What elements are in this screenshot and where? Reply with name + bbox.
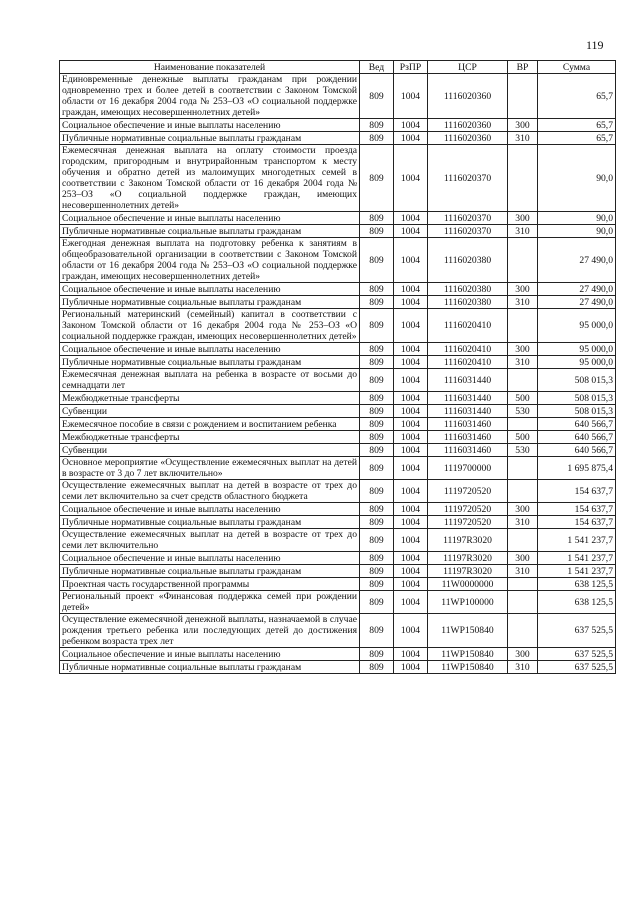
cell-rzpr: 1004	[394, 648, 428, 661]
cell-sum: 154 637,7	[538, 516, 616, 529]
cell-rzpr: 1004	[394, 309, 428, 343]
cell-vr: 530	[508, 405, 538, 418]
cell-name: Субвенции	[60, 405, 360, 418]
cell-csr: 11W0000000	[428, 578, 508, 591]
cell-sum: 508 015,3	[538, 392, 616, 405]
cell-rzpr: 1004	[394, 578, 428, 591]
col-header-rzpr: РзПР	[394, 61, 428, 74]
cell-vr: 300	[508, 343, 538, 356]
cell-csr: 1116020380	[428, 283, 508, 296]
cell-rzpr: 1004	[394, 343, 428, 356]
cell-sum: 27 490,0	[538, 238, 616, 283]
cell-rzpr: 1004	[394, 369, 428, 392]
table-row	[60, 431, 616, 444]
table-row	[60, 392, 616, 405]
cell-vr	[508, 74, 538, 119]
table-row	[60, 614, 616, 648]
cell-name: Основное мероприятие «Осуществление ежемесячных выплат на детей в возрасте от 3 до 7 лет включительно»	[60, 457, 360, 480]
cell-vr	[508, 145, 538, 212]
table-row	[60, 565, 616, 578]
cell-ved: 809	[360, 516, 394, 529]
cell-vr: 300	[508, 119, 538, 132]
table-row	[60, 145, 616, 212]
cell-name: Ежемесячное пособие в связи с рождением и воспитанием ребенка	[60, 418, 360, 431]
cell-rzpr: 1004	[394, 529, 428, 552]
cell-csr: 11WP150840	[428, 648, 508, 661]
cell-csr: 1116020360	[428, 119, 508, 132]
cell-sum: 65,7	[538, 74, 616, 119]
cell-vr: 310	[508, 225, 538, 238]
cell-sum: 637 525,5	[538, 661, 616, 674]
cell-ved: 809	[360, 444, 394, 457]
cell-vr	[508, 480, 538, 503]
col-header-sum: Сумма	[538, 61, 616, 74]
cell-csr: 11WP150840	[428, 614, 508, 648]
cell-ved: 809	[360, 578, 394, 591]
table-body	[60, 74, 616, 674]
cell-sum: 1 695 875,4	[538, 457, 616, 480]
cell-name: Публичные нормативные социальные выплаты гражданам	[60, 356, 360, 369]
table-row	[60, 369, 616, 392]
cell-csr: 11WP150840	[428, 661, 508, 674]
budget-table	[59, 60, 616, 674]
cell-sum: 27 490,0	[538, 296, 616, 309]
cell-sum: 95 000,0	[538, 343, 616, 356]
table-row	[60, 283, 616, 296]
cell-sum: 95 000,0	[538, 356, 616, 369]
cell-name: Межбюджетные трансферты	[60, 392, 360, 405]
cell-vr: 310	[508, 516, 538, 529]
table-row	[60, 418, 616, 431]
cell-csr: 11WP100000	[428, 591, 508, 614]
cell-sum: 154 637,7	[538, 503, 616, 516]
cell-vr: 300	[508, 552, 538, 565]
cell-rzpr: 1004	[394, 238, 428, 283]
cell-ved: 809	[360, 309, 394, 343]
cell-csr: 1119720520	[428, 516, 508, 529]
cell-vr	[508, 238, 538, 283]
cell-ved: 809	[360, 503, 394, 516]
cell-ved: 809	[360, 648, 394, 661]
cell-name: Субвенции	[60, 444, 360, 457]
cell-csr: 1116031440	[428, 369, 508, 392]
cell-rzpr: 1004	[394, 283, 428, 296]
cell-vr: 300	[508, 503, 538, 516]
cell-rzpr: 1004	[394, 132, 428, 145]
cell-vr	[508, 591, 538, 614]
cell-rzpr: 1004	[394, 457, 428, 480]
cell-rzpr: 1004	[394, 552, 428, 565]
table-row	[60, 405, 616, 418]
cell-ved: 809	[360, 529, 394, 552]
cell-vr	[508, 614, 538, 648]
cell-name: Единовременные денежные выплаты гражданам при рождении одновременно трех и более детей в соответствии с Законом Томской области от 16 декабря 2004 года № 253–ОЗ «О социальной поддержке граждан, имеющих несовершеннолетних детей»	[60, 74, 360, 119]
cell-name: Публичные нормативные социальные выплаты гражданам	[60, 565, 360, 578]
cell-rzpr: 1004	[394, 392, 428, 405]
cell-ved: 809	[360, 238, 394, 283]
cell-rzpr: 1004	[394, 503, 428, 516]
cell-ved: 809	[360, 565, 394, 578]
cell-sum: 637 525,5	[538, 648, 616, 661]
cell-sum: 90,0	[538, 212, 616, 225]
table-row	[60, 225, 616, 238]
cell-ved: 809	[360, 418, 394, 431]
cell-vr: 310	[508, 356, 538, 369]
cell-csr: 11197R3020	[428, 565, 508, 578]
cell-csr: 1116020410	[428, 309, 508, 343]
cell-name: Проектная часть государственной программы	[60, 578, 360, 591]
cell-ved: 809	[360, 369, 394, 392]
table-row	[60, 661, 616, 674]
cell-csr: 1116031460	[428, 431, 508, 444]
cell-csr: 1116020380	[428, 296, 508, 309]
cell-rzpr: 1004	[394, 296, 428, 309]
cell-vr	[508, 418, 538, 431]
table-row	[60, 552, 616, 565]
cell-name: Социальное обеспечение и иные выплаты населению	[60, 648, 360, 661]
cell-csr: 1119720520	[428, 503, 508, 516]
cell-sum: 640 566,7	[538, 431, 616, 444]
cell-name: Публичные нормативные социальные выплаты гражданам	[60, 132, 360, 145]
table-row	[60, 309, 616, 343]
table-row	[60, 591, 616, 614]
cell-sum: 638 125,5	[538, 591, 616, 614]
cell-vr: 300	[508, 648, 538, 661]
cell-csr: 11197R3020	[428, 552, 508, 565]
cell-sum: 638 125,5	[538, 578, 616, 591]
cell-name: Публичные нормативные социальные выплаты гражданам	[60, 296, 360, 309]
cell-vr	[508, 578, 538, 591]
cell-csr: 1116020410	[428, 343, 508, 356]
cell-name: Осуществление ежемесячных выплат на детей в возрасте от трех до семи лет включительно	[60, 529, 360, 552]
cell-vr: 310	[508, 132, 538, 145]
cell-name: Социальное обеспечение и иные выплаты населению	[60, 212, 360, 225]
cell-name: Социальное обеспечение и иные выплаты населению	[60, 119, 360, 132]
cell-rzpr: 1004	[394, 405, 428, 418]
cell-ved: 809	[360, 74, 394, 119]
table-row	[60, 480, 616, 503]
cell-sum: 95 000,0	[538, 309, 616, 343]
cell-sum: 508 015,3	[538, 369, 616, 392]
cell-csr: 1116031460	[428, 444, 508, 457]
cell-name: Социальное обеспечение и иные выплаты населению	[60, 343, 360, 356]
cell-name: Социальное обеспечение и иные выплаты населению	[60, 552, 360, 565]
cell-csr: 1119700000	[428, 457, 508, 480]
cell-name: Социальное обеспечение и иные выплаты населению	[60, 503, 360, 516]
cell-sum: 154 637,7	[538, 480, 616, 503]
table-row	[60, 578, 616, 591]
cell-vr	[508, 529, 538, 552]
table-row	[60, 444, 616, 457]
cell-csr: 1116020380	[428, 238, 508, 283]
table-row	[60, 356, 616, 369]
cell-ved: 809	[360, 480, 394, 503]
cell-vr: 310	[508, 296, 538, 309]
col-header-name: Наименование показателей	[60, 61, 360, 74]
cell-ved: 809	[360, 392, 394, 405]
cell-rzpr: 1004	[394, 591, 428, 614]
cell-sum: 640 566,7	[538, 418, 616, 431]
cell-ved: 809	[360, 552, 394, 565]
cell-rzpr: 1004	[394, 356, 428, 369]
cell-vr: 300	[508, 283, 538, 296]
table-row	[60, 503, 616, 516]
cell-csr: 1116020370	[428, 225, 508, 238]
cell-rzpr: 1004	[394, 418, 428, 431]
cell-csr: 11197R3020	[428, 529, 508, 552]
cell-vr: 310	[508, 565, 538, 578]
cell-rzpr: 1004	[394, 516, 428, 529]
cell-vr	[508, 309, 538, 343]
cell-name: Публичные нормативные социальные выплаты гражданам	[60, 225, 360, 238]
table-row	[60, 296, 616, 309]
cell-sum: 65,7	[538, 119, 616, 132]
cell-vr	[508, 457, 538, 480]
cell-rzpr: 1004	[394, 119, 428, 132]
table-row	[60, 343, 616, 356]
cell-ved: 809	[360, 212, 394, 225]
cell-ved: 809	[360, 132, 394, 145]
cell-vr	[508, 369, 538, 392]
cell-rzpr: 1004	[394, 614, 428, 648]
cell-ved: 809	[360, 296, 394, 309]
cell-csr: 1116020360	[428, 74, 508, 119]
cell-csr: 1116020370	[428, 145, 508, 212]
cell-vr: 500	[508, 431, 538, 444]
cell-ved: 809	[360, 591, 394, 614]
cell-csr: 1116031440	[428, 405, 508, 418]
cell-rzpr: 1004	[394, 431, 428, 444]
cell-csr: 1119720520	[428, 480, 508, 503]
cell-ved: 809	[360, 614, 394, 648]
cell-rzpr: 1004	[394, 74, 428, 119]
cell-rzpr: 1004	[394, 444, 428, 457]
col-header-vr: ВР	[508, 61, 538, 74]
cell-name: Публичные нормативные социальные выплаты гражданам	[60, 516, 360, 529]
cell-vr: 300	[508, 212, 538, 225]
col-header-csr: ЦСР	[428, 61, 508, 74]
cell-rzpr: 1004	[394, 565, 428, 578]
cell-ved: 809	[360, 431, 394, 444]
cell-sum: 65,7	[538, 132, 616, 145]
cell-ved: 809	[360, 225, 394, 238]
cell-ved: 809	[360, 356, 394, 369]
cell-ved: 809	[360, 343, 394, 356]
cell-name: Публичные нормативные социальные выплаты гражданам	[60, 661, 360, 674]
table-row	[60, 74, 616, 119]
cell-csr: 1116020370	[428, 212, 508, 225]
cell-rzpr: 1004	[394, 212, 428, 225]
cell-rzpr: 1004	[394, 145, 428, 212]
cell-rzpr: 1004	[394, 661, 428, 674]
col-header-ved: Вед	[360, 61, 394, 74]
table-row	[60, 529, 616, 552]
table-row	[60, 648, 616, 661]
cell-sum: 1 541 237,7	[538, 565, 616, 578]
table-row	[60, 212, 616, 225]
cell-sum: 27 490,0	[538, 283, 616, 296]
cell-sum: 90,0	[538, 145, 616, 212]
table-row	[60, 516, 616, 529]
cell-vr: 530	[508, 444, 538, 457]
cell-name: Ежемесячная денежная выплата на ребенка в возрасте от восьми до семнадцати лет	[60, 369, 360, 392]
cell-ved: 809	[360, 457, 394, 480]
cell-sum: 637 525,5	[538, 614, 616, 648]
cell-sum: 1 541 237,7	[538, 552, 616, 565]
cell-sum: 640 566,7	[538, 444, 616, 457]
cell-csr: 1116020410	[428, 356, 508, 369]
cell-csr: 1116031460	[428, 418, 508, 431]
table-row	[60, 119, 616, 132]
cell-name: Региональный материнский (семейный) капитал в соответствии с Законом Томской области от 16 декабря 2004 года № 253–ОЗ «О социальной поддержке граждан, имеющих несовершеннолетних детей»	[60, 309, 360, 343]
cell-vr: 310	[508, 661, 538, 674]
cell-csr: 1116031440	[428, 392, 508, 405]
cell-sum: 90,0	[538, 225, 616, 238]
cell-vr: 500	[508, 392, 538, 405]
cell-sum: 1 541 237,7	[538, 529, 616, 552]
cell-rzpr: 1004	[394, 480, 428, 503]
cell-name: Социальное обеспечение и иные выплаты населению	[60, 283, 360, 296]
cell-name: Ежемесячная денежная выплата на оплату стоимости проезда городским, пригородным и внутрирайонным транспортом к месту обучения и обратно детей из малоимущих многодетных семей в соответствии с Законом Томской области от 16 декабря 2004 года № 253–ОЗ «О социальной поддержке граждан, имеющих несовершеннолетних детей»	[60, 145, 360, 212]
cell-rzpr: 1004	[394, 225, 428, 238]
cell-ved: 809	[360, 119, 394, 132]
page-number: 119	[586, 38, 604, 52]
cell-ved: 809	[360, 405, 394, 418]
cell-ved: 809	[360, 661, 394, 674]
cell-name: Региональный проект «Финансовая поддержка семей при рождении детей»	[60, 591, 360, 614]
cell-name: Осуществление ежемесячных выплат на детей в возрасте от трех до семи лет включительно за счет средств областного бюджета	[60, 480, 360, 503]
table-row	[60, 457, 616, 480]
table-row	[60, 238, 616, 283]
cell-name: Межбюджетные трансферты	[60, 431, 360, 444]
cell-ved: 809	[360, 283, 394, 296]
cell-csr: 1116020360	[428, 132, 508, 145]
table-row	[60, 132, 616, 145]
cell-name: Ежегодная денежная выплата на подготовку ребенка к занятиям в общеобразовательной организации в соответствии с Законом Томской области от 16 декабря 2004 года № 253–ОЗ «О социальной поддержке граждан, имеющих несовершеннолетних детей»	[60, 238, 360, 283]
cell-name: Осуществление ежемесячной денежной выплаты, назначаемой в случае рождения третьего ребенка или последующих детей до достижения ребенком возраста трех лет	[60, 614, 360, 648]
cell-ved: 809	[360, 145, 394, 212]
table-header-row	[60, 61, 616, 74]
cell-sum: 508 015,3	[538, 405, 616, 418]
